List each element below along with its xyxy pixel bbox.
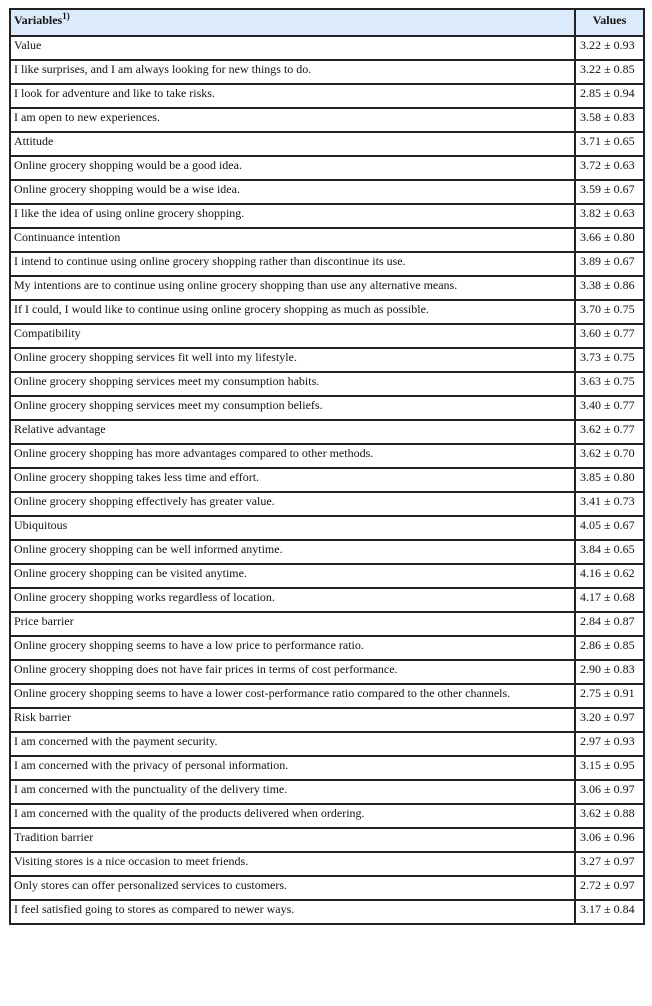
table-row <box>10 396 644 420</box>
survey-variables-table <box>9 8 645 925</box>
value-cell: 2.84 ± 0.87 <box>575 612 644 636</box>
value-cell: 3.27 ± 0.97 <box>575 852 644 876</box>
variable-label-cell: Online grocery shopping can be visited anytime. <box>10 564 575 588</box>
variable-label-cell: Online grocery shopping would be a good idea. <box>10 156 575 180</box>
variable-label-cell: Price barrier <box>10 612 575 636</box>
variable-label-cell: Online grocery shopping has more advantages compared to other methods. <box>10 444 575 468</box>
table-row <box>10 660 644 684</box>
value-cell: 2.85 ± 0.94 <box>575 84 644 108</box>
value-cell: 3.72 ± 0.63 <box>575 156 644 180</box>
variable-label-cell: I like the idea of using online grocery shopping. <box>10 204 575 228</box>
value-cell: 3.73 ± 0.75 <box>575 348 644 372</box>
value-cell: 3.71 ± 0.65 <box>575 132 644 156</box>
table-row <box>10 708 644 732</box>
value-cell: 3.15 ± 0.95 <box>575 756 644 780</box>
variable-label-cell: Ubiquitous <box>10 516 575 540</box>
table-header-row <box>10 9 644 36</box>
table-row <box>10 468 644 492</box>
value-cell: 4.17 ± 0.68 <box>575 588 644 612</box>
value-cell: 3.60 ± 0.77 <box>575 324 644 348</box>
table-row <box>10 228 644 252</box>
value-cell: 3.62 ± 0.88 <box>575 804 644 828</box>
variable-label-cell: Online grocery shopping seems to have a lower cost-performance ratio compared to the other channels. <box>10 684 575 708</box>
value-cell: 2.75 ± 0.91 <box>575 684 644 708</box>
value-cell: 3.17 ± 0.84 <box>575 900 644 924</box>
table-row <box>10 732 644 756</box>
value-cell: 3.38 ± 0.86 <box>575 276 644 300</box>
variable-label-cell: Online grocery shopping seems to have a low price to performance ratio. <box>10 636 575 660</box>
variables-header-label: Variables <box>14 13 63 27</box>
table-row <box>10 300 644 324</box>
variable-label-cell: Online grocery shopping services meet my consumption beliefs. <box>10 396 575 420</box>
value-cell: 3.06 ± 0.97 <box>575 780 644 804</box>
variable-label-cell: I look for adventure and like to take risks. <box>10 84 575 108</box>
table-container <box>9 8 645 925</box>
value-cell: 3.70 ± 0.75 <box>575 300 644 324</box>
table-body <box>10 36 644 924</box>
variable-label-cell: I feel satisfied going to stores as compared to newer ways. <box>10 900 575 924</box>
table-row <box>10 252 644 276</box>
variable-label-cell: Continuance intention <box>10 228 575 252</box>
value-cell: 3.89 ± 0.67 <box>575 252 644 276</box>
value-cell: 3.62 ± 0.70 <box>575 444 644 468</box>
value-cell: 4.16 ± 0.62 <box>575 564 644 588</box>
variable-label-cell: If I could, I would like to continue using online grocery shopping as much as possible. <box>10 300 575 324</box>
table-row <box>10 876 644 900</box>
value-cell: 3.63 ± 0.75 <box>575 372 644 396</box>
value-cell: 3.82 ± 0.63 <box>575 204 644 228</box>
table-row <box>10 36 644 60</box>
value-cell: 3.40 ± 0.77 <box>575 396 644 420</box>
variable-label-cell: I am concerned with the privacy of personal information. <box>10 756 575 780</box>
variable-label-cell: I am concerned with the punctuality of the delivery time. <box>10 780 575 804</box>
table-row <box>10 348 644 372</box>
footnote-marker: 1) <box>62 11 70 21</box>
table-row <box>10 132 644 156</box>
table-row <box>10 900 644 924</box>
variable-label-cell: Online grocery shopping services fit well into my lifestyle. <box>10 348 575 372</box>
table-row <box>10 108 644 132</box>
variable-label-cell: Visiting stores is a nice occasion to meet friends. <box>10 852 575 876</box>
variable-label-cell: I am open to new experiences. <box>10 108 575 132</box>
table-row <box>10 516 644 540</box>
variable-label-cell: My intentions are to continue using online grocery shopping than use any alternative means. <box>10 276 575 300</box>
table-row <box>10 828 644 852</box>
table-row <box>10 564 644 588</box>
value-cell: 3.20 ± 0.97 <box>575 708 644 732</box>
value-cell: 3.62 ± 0.77 <box>575 420 644 444</box>
table-row <box>10 588 644 612</box>
variable-label-cell: Online grocery shopping does not have fair prices in terms of cost performance. <box>10 660 575 684</box>
value-cell: 3.59 ± 0.67 <box>575 180 644 204</box>
variables-column-header <box>10 9 575 36</box>
table-row <box>10 204 644 228</box>
variable-label-cell: I like surprises, and I am always looking for new things to do. <box>10 60 575 84</box>
table-row <box>10 636 644 660</box>
value-cell: 3.66 ± 0.80 <box>575 228 644 252</box>
value-cell: 2.97 ± 0.93 <box>575 732 644 756</box>
variable-label-cell: Attitude <box>10 132 575 156</box>
value-cell: 2.86 ± 0.85 <box>575 636 644 660</box>
values-column-header: Values <box>575 9 644 36</box>
variable-label-cell: Online grocery shopping can be well informed anytime. <box>10 540 575 564</box>
table-row <box>10 372 644 396</box>
table-row <box>10 780 644 804</box>
variable-label-cell: Risk barrier <box>10 708 575 732</box>
variable-label-cell: Relative advantage <box>10 420 575 444</box>
variable-label-cell: I intend to continue using online grocery shopping rather than discontinue its use. <box>10 252 575 276</box>
table-row <box>10 540 644 564</box>
variable-label-cell: Tradition barrier <box>10 828 575 852</box>
value-cell: 2.90 ± 0.83 <box>575 660 644 684</box>
value-cell: 3.22 ± 0.85 <box>575 60 644 84</box>
value-cell: 3.06 ± 0.96 <box>575 828 644 852</box>
variable-label-cell: Online grocery shopping takes less time and effort. <box>10 468 575 492</box>
variable-label-cell: Online grocery shopping services meet my consumption habits. <box>10 372 575 396</box>
variable-label-cell: Online grocery shopping effectively has greater value. <box>10 492 575 516</box>
variable-label-cell: Compatibility <box>10 324 575 348</box>
value-cell: 4.05 ± 0.67 <box>575 516 644 540</box>
table-row <box>10 852 644 876</box>
value-cell: 3.22 ± 0.93 <box>575 36 644 60</box>
variable-label-cell: I am concerned with the quality of the products delivered when ordering. <box>10 804 575 828</box>
table-row <box>10 60 644 84</box>
variable-label-cell: I am concerned with the payment security. <box>10 732 575 756</box>
table-row <box>10 492 644 516</box>
table-row <box>10 444 644 468</box>
table-row <box>10 324 644 348</box>
value-cell: 3.58 ± 0.83 <box>575 108 644 132</box>
table-row <box>10 180 644 204</box>
variable-label-cell: Only stores can offer personalized services to customers. <box>10 876 575 900</box>
table-row <box>10 420 644 444</box>
variable-label-cell: Online grocery shopping would be a wise idea. <box>10 180 575 204</box>
table-row <box>10 276 644 300</box>
variable-label-cell: Online grocery shopping works regardless of location. <box>10 588 575 612</box>
value-cell: 3.84 ± 0.65 <box>575 540 644 564</box>
table-row <box>10 804 644 828</box>
table-row <box>10 756 644 780</box>
value-cell: 3.85 ± 0.80 <box>575 468 644 492</box>
value-cell: 2.72 ± 0.97 <box>575 876 644 900</box>
table-row <box>10 612 644 636</box>
variable-label-cell: Value <box>10 36 575 60</box>
value-cell: 3.41 ± 0.73 <box>575 492 644 516</box>
table-row <box>10 684 644 708</box>
table-row <box>10 156 644 180</box>
table-row <box>10 84 644 108</box>
